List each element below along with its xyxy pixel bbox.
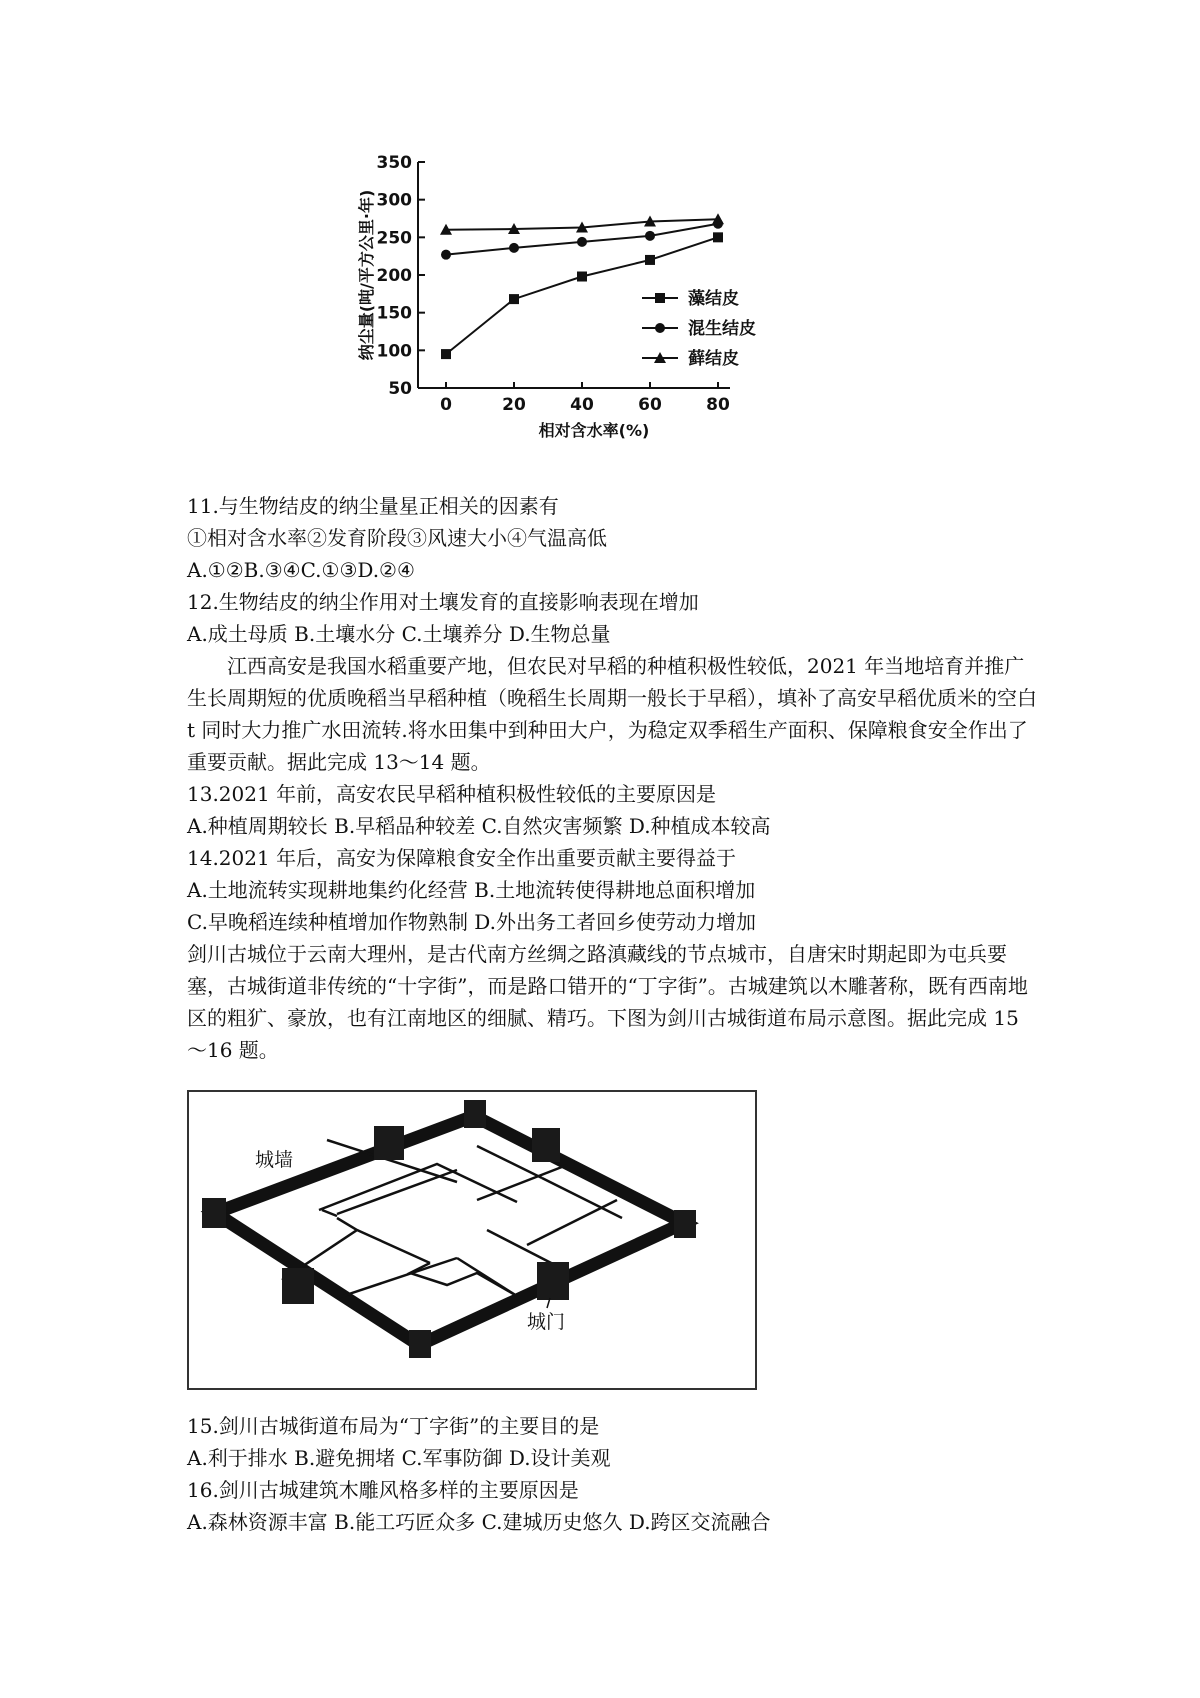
legend-label: 藻结皮 <box>688 289 739 309</box>
wall-label: 城墙 <box>255 1149 294 1171</box>
questions-block-1 <box>187 490 1037 1066</box>
data-point <box>509 243 519 253</box>
x-tick-label: 20 <box>502 395 526 415</box>
q14-options-1: A.土地流转实现耕地集约化经营 B.土地流转使得耕地总面积增加 <box>187 878 756 902</box>
x-tick-label: 60 <box>638 395 662 415</box>
data-point <box>577 272 587 282</box>
q15-options: A.利于排水 B.避免拥堵 C.军事防御 D.设计美观 <box>187 1446 611 1470</box>
q16-stem: 16.剑川古城建筑木雕风格多样的主要原因是 <box>187 1478 579 1502</box>
q14-options-2: C.早晚稻连续种植增加作物熟制 D.外出务工者回乡使劳动力增加 <box>187 910 756 934</box>
legend-marker <box>655 323 665 333</box>
data-point <box>577 237 587 247</box>
y-tick-label: 100 <box>376 341 412 362</box>
series-line <box>446 237 718 354</box>
map-frame <box>188 1091 756 1389</box>
q14-stem: 14.2021 年后，高安为保障粮食安全作出重要贡献主要得益于 <box>187 846 737 870</box>
legend-label: 混生结皮 <box>688 319 756 339</box>
x-axis-title: 相对含水率(%) <box>538 421 650 440</box>
data-point <box>441 349 451 359</box>
passage-jianchuan: 剑川古城位于云南大理州，是古代南方丝绸之路滇藏线的节点城市，自唐宋时期起即为屯兵要塞，古城街道非传统的“十字街”，而是路口错开的“丁字街”。古城建筑以木雕著称，既有西南地区的粗犷、豪放，也有江南地区的细腻、精巧。下图为剑川古城街道布局示意图。据此完成 15～16 题。 <box>187 942 1028 1062</box>
line-chart <box>357 150 820 480</box>
x-tick-label: 40 <box>570 395 594 415</box>
y-tick-label: 250 <box>376 228 412 249</box>
data-point <box>645 231 655 241</box>
y-tick-label: 150 <box>376 303 412 324</box>
questions-block-2 <box>187 1410 1037 1538</box>
corner-tower <box>409 1330 431 1358</box>
q11-options: A.①②B.③④C.①③D.②④ <box>187 558 415 582</box>
y-tick-label: 50 <box>388 379 412 399</box>
data-point <box>645 255 655 265</box>
passage-gaoan: 江西高安是我国水稻重要产地，但农民对早稻的种植积极性较低，2021 年当地培育并推广生长周期短的优质晚稻当早稻种植（晚稻生长周期一般长于早稻），填补了高安早稻优质米的空白 t 同时大力推广水田流转.将水田集中到种田大户，为稳定双季稻生产面积、保障粮食安全作出了重要贡献。据此完成 13～14 题。 <box>187 654 1037 774</box>
data-point <box>713 232 723 242</box>
gate-tower <box>374 1126 404 1160</box>
jianchuan-street-map <box>187 1090 757 1390</box>
legend-label: 藓结皮 <box>688 349 739 369</box>
gate-label: 城门 <box>527 1311 566 1333</box>
y-tick-label: 350 <box>376 153 412 173</box>
corner-tower <box>202 1198 226 1228</box>
x-tick-label: 0 <box>440 395 452 415</box>
street-layout-diagram <box>187 1090 757 1390</box>
q12-options: A.成土母质 B.土壤水分 C.土壤养分 D.生物总量 <box>187 622 611 646</box>
q13-options: A.种植周期较长 B.早稻品种较差 C.自然灾害频繁 D.种植成本较高 <box>187 814 771 838</box>
legend-marker <box>655 293 665 303</box>
y-tick-label: 200 <box>376 266 412 286</box>
gate-tower <box>282 1268 314 1304</box>
gate-tower <box>537 1262 569 1300</box>
q11-items: ①相对含水率②发育阶段③风速大小④气温高低 <box>187 526 607 550</box>
x-tick-label: 80 <box>706 395 730 415</box>
corner-tower <box>674 1210 696 1238</box>
y-tick-label: 300 <box>376 190 412 211</box>
y-axis-title: 纳尘量(吨/平方公里·年) <box>357 189 376 361</box>
q13-stem: 13.2021 年前，高安农民早稻种植积极性较低的主要原因是 <box>187 782 717 806</box>
q11-stem: 11.与生物结皮的纳尘量星正相关的因素有 <box>187 494 559 518</box>
q12-stem: 12.生物结皮的纳尘作用对土壤发育的直接影响表现在增加 <box>187 590 699 614</box>
corner-tower <box>464 1100 486 1128</box>
data-point <box>441 250 451 260</box>
dust-retention-chart <box>357 150 820 480</box>
q16-options: A.森林资源丰富 B.能工巧匠众多 C.建城历史悠久 D.跨区交流融合 <box>187 1510 771 1534</box>
data-point <box>509 294 519 304</box>
q15-stem: 15.剑川古城街道布局为“丁字街”的主要目的是 <box>187 1414 600 1438</box>
gate-tower <box>532 1128 560 1162</box>
